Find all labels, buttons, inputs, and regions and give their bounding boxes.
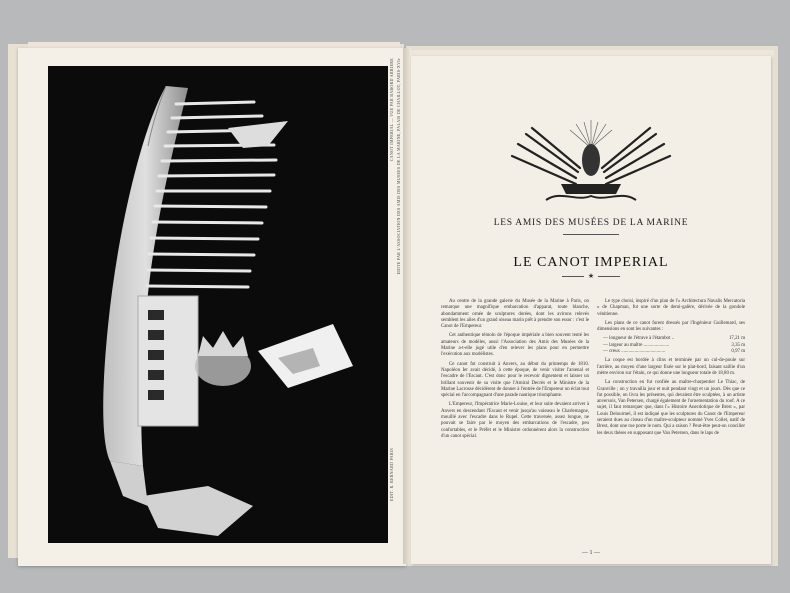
page-title: LE CANOT IMPERIAL (513, 255, 669, 270)
dimension-row: — longueur de l'étrave à l'étambot .. 17,21 m (603, 336, 745, 342)
star-icon: ★ (587, 272, 595, 280)
paragraph: Ce canot fut construit à Anvers, au début du printemps de 1810. Napoléon Ier avait décidé, à cette époque, de venir visiter l'arsenal et l'escadre de l'Escaut. C'est donc pour le recevoir dignement et laisser un brillant souvenir de sa visite que l'Amiral Decrès et le Ministre de la Marine Lacrosse décidèrent de donner à l'entrée de l'Empereur un éclat tout spécial en l'accompagnant d'une parade nautique triomphante. (441, 361, 589, 399)
dimension-row: — creux .................................... 0,97 m (603, 349, 745, 355)
text-column-1 (441, 299, 589, 443)
dimensions-list (597, 336, 745, 355)
paragraph: L'Empereur, l'Impératrice Marie-Louise, et leur suite devaient arriver à Anvers en descendant l'Escaut et venir jusqu'au vaisseau le Charlemagne, mouillé avec l'escadre dans le Rupel. Cette traversée, assez longue, ne pouvait se faire par le moyen des embarcations de l'escadre, peu confortables, et le Préfet et le Ministre ordonnèrent alors la construction d'un canot spécial. (441, 402, 589, 439)
photo-caption: CANOT IMPERIAL — VUE PAR BABORD ARRIERE (389, 58, 394, 162)
book-gutter (403, 48, 411, 564)
emblem-icon (506, 120, 676, 210)
paragraph: La coque est bordée à clins et terminée par un cul-de-poule sur l'arrière, au moyen d'une largeur fixée sur le plat-bord, faisant saillie d'un mètre environ sur l'étain, ce qui donne une longueur totale de 18,80 m. (597, 358, 745, 376)
society-heading: LES AMIS DES MUSÉES DE LA MARINE (493, 218, 689, 228)
page-number: — 1 — (582, 550, 600, 556)
paragraph: Le type choisi, inspiré d'un plan de l'« Architectura Navalis Mercatoria » de Chapman, fut une sorte de demi-galère, dérivée de la gondole vénitienne. (597, 299, 745, 317)
paragraph: Les plans de ce canot furent dressés par l'Ingénieur Guillemard, ses dimensions en sont les suivantes : (597, 320, 745, 333)
text-column-2 (597, 299, 745, 440)
left-page (18, 48, 406, 566)
publisher-credit: EDITE PAR L'ASSOCIATION DES AMIS DES MUSEES DE LA MARINE, PALAIS DE CHAILLOT, PARIS-XVIe (396, 58, 401, 275)
paragraph: Au centre de la grande galerie du Musée de la Marine à Paris, on remarque une magnifique embarcation d'apparat, toute blanche, abondamment ornée de sculptures dorées, dont les avirons relevés semblent les ailes d'un grand oiseau marin prêt à prendre son essor : c'est le Canot de l'Empereur. (441, 299, 589, 330)
dimension-row: — largeur au maître ..................... 3,35 m (603, 342, 745, 348)
printer-credit: EDIT. R. BERNARD PARIS (389, 448, 394, 502)
right-page (411, 56, 771, 564)
canot-illustration (48, 66, 388, 543)
paragraph: La construction en fut confiée au maître-charpentier Le Thiac, de Granville ; on y travailla jour et nuit pendant vingt et un jours. Dès que ce fut possible, on livra les présentes, qui devaient être sculptées, à un artiste anversois, Van Petersen, chargé également de l'ornementation du roof. A ce sujet, il faut remarquer que, dans l'« Histoire Anecdotique de Brest », par Louis Delourmel, il est indiqué que les sculptures du Canot de l'Empereur seraient dues au ciseau d'un maître-sculpteur nommé Yves Collet, natif de Brest, dont une rue porte le nom. Qui a raison ? Peut-être peut-on concilier les deux thèses en supposant que Van Petersen, dans le laps de (597, 380, 745, 436)
canot-photograph (48, 66, 388, 543)
paragraph: Cet authentique témoin de l'époque impériale a bien souvent tenté les amateurs de modèles, aussi l'Association des Amis des Musées de la Marine a-t-elle jugé utile d'en relever les plans pour en permettre l'exécution aux modélistes. (441, 333, 589, 358)
title-ornament (411, 272, 771, 280)
heading-rule (563, 234, 619, 235)
